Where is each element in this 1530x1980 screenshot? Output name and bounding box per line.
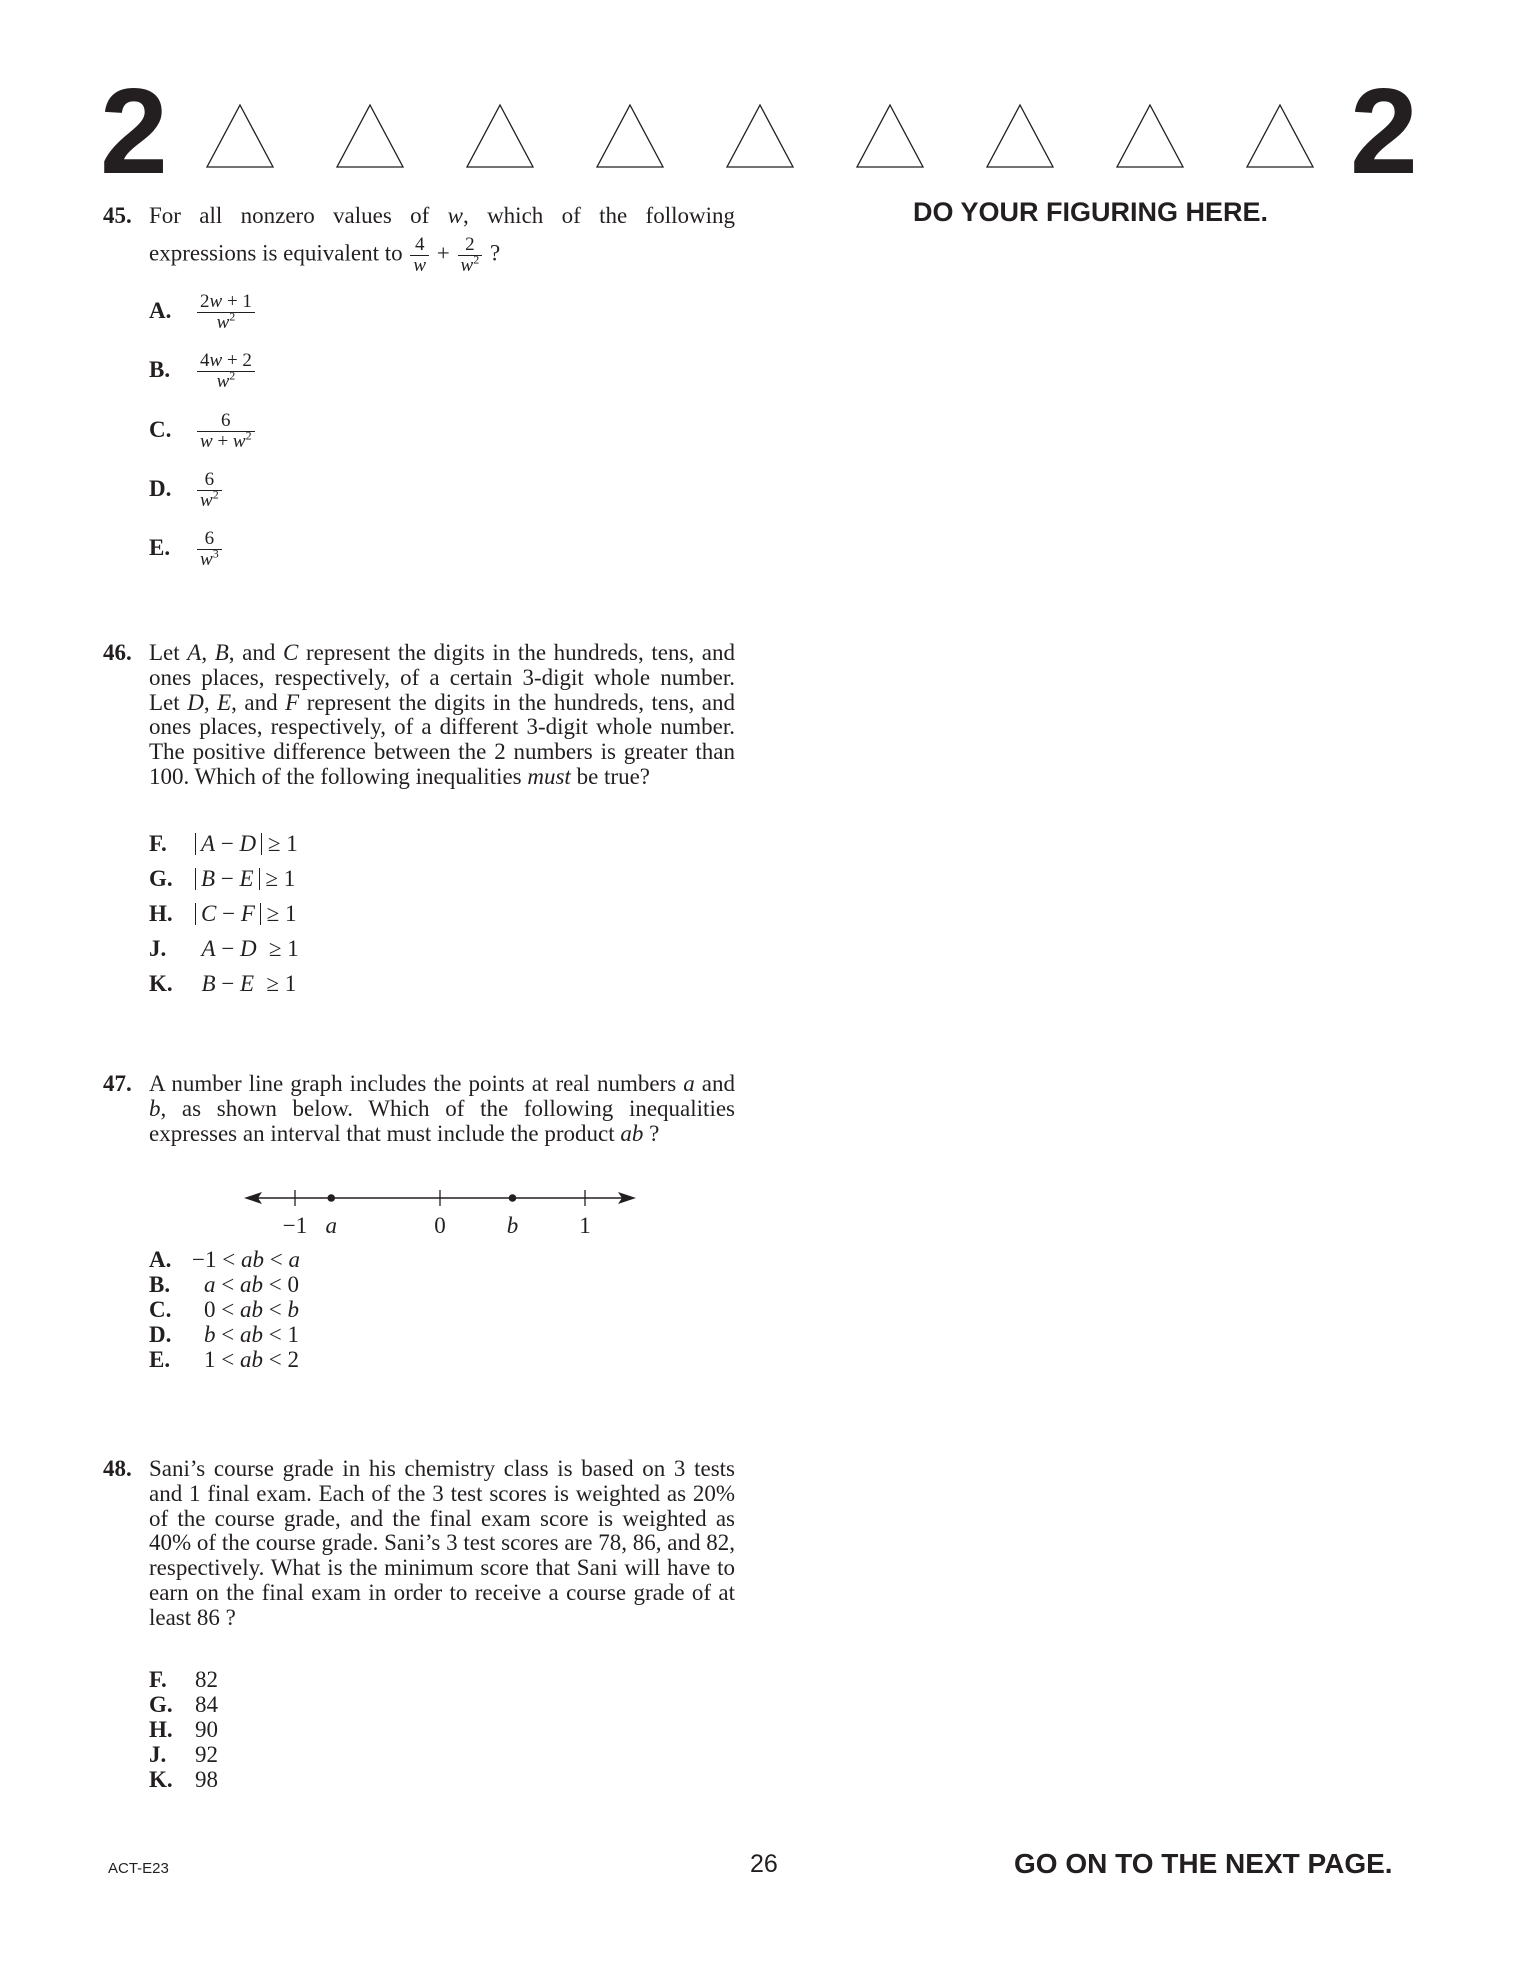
question-48 [103, 1457, 735, 1631]
choice-label: G. [149, 866, 173, 891]
choice-expression: A − D [195, 833, 262, 855]
answer-choice[interactable] [149, 1247, 300, 1272]
triangle-icon [465, 103, 535, 169]
question-number: 46. [103, 640, 132, 665]
choice-text: 82 [195, 1667, 218, 1692]
triangle-icon [985, 103, 1055, 169]
tick-label: 0 [434, 1213, 446, 1238]
choice-label: H. [149, 1717, 173, 1742]
choice-relation: ≥ 1 [260, 971, 297, 996]
choice-expression: A − D [201, 936, 257, 961]
triangle-icon [335, 103, 405, 169]
choice-label: K. [149, 971, 173, 996]
answer-choice[interactable] [149, 866, 295, 892]
question-46 [103, 641, 735, 790]
section-number-right: 2 [1350, 63, 1418, 199]
answer-choice[interactable] [149, 1667, 218, 1692]
choice-label: G. [149, 1692, 173, 1717]
choice-label: K. [149, 1767, 173, 1792]
question-text: Let A, B, and C represent the digits in the hundreds, tens, and ones places, respectively, of a certain 3-digit whole number. Let D, E, and F represent the digits in the hundreds, tens, and ones places, respectively, of a different 3-digit whole number. The positive difference between the 2 numbers is greater than 100. Which of the following inequalities must be true? [149, 640, 736, 789]
choice-text: −1 < ab < a [192, 1247, 300, 1272]
answer-choice[interactable] [149, 1297, 299, 1322]
answer-choice[interactable] [149, 831, 298, 857]
tick-label: −1 [282, 1213, 308, 1238]
answer-choice[interactable] [149, 470, 224, 511]
choice-relation: ≥ 1 [260, 901, 297, 926]
choice-label: A. [149, 1247, 172, 1272]
choice-label: F. [149, 831, 167, 856]
choice-text: 0 < ab < b [204, 1297, 299, 1322]
choice-label: C. [149, 1297, 172, 1322]
answer-choice[interactable] [149, 1322, 299, 1347]
choice-relation: ≥ 1 [262, 831, 298, 856]
answer-choice[interactable] [149, 901, 297, 927]
choice-fraction: $\frac{2w + 1}{w^2}$ [197, 292, 255, 333]
answer-choice[interactable] [149, 1347, 299, 1372]
footer-code: ACT-E23 [108, 1860, 169, 1877]
triangle-icon [1245, 103, 1315, 169]
choice-label: F. [149, 1667, 167, 1692]
question-45 [103, 204, 735, 276]
question-47 [103, 1072, 735, 1146]
choice-fraction: $\frac{6}{w^3}$ [197, 529, 222, 570]
choice-label: D. [149, 475, 172, 501]
choice-label: B. [149, 356, 171, 382]
choice-text: 90 [195, 1717, 218, 1742]
answer-choice[interactable] [149, 936, 299, 962]
answer-choice[interactable] [149, 351, 257, 392]
question-number: 45. [103, 203, 132, 228]
choice-label: B. [149, 1272, 171, 1297]
expression-fraction: $\frac{4}{w}$ [410, 235, 429, 276]
choice-text: a < ab < 0 [204, 1272, 299, 1297]
triangle-icon [725, 103, 795, 169]
answer-choice[interactable] [149, 411, 257, 452]
triangle-icon [855, 103, 925, 169]
answer-choice[interactable] [149, 971, 296, 997]
choice-label: J. [149, 1742, 167, 1767]
question-text-line2: expressions is equivalent to $\frac{4}{w}$ + $\frac{2}{w^2}$ ? [149, 233, 501, 276]
question-text: For all nonzero values of w, which of the following [149, 203, 736, 228]
expression-fraction: $\frac{2}{w^2}$ [458, 235, 483, 276]
choice-fraction: $\frac{6}{w^2}$ [197, 470, 222, 511]
tick-label: b [506, 1213, 519, 1238]
choice-label: H. [149, 901, 173, 926]
choice-expression: B − E [201, 971, 255, 996]
choice-fraction: $\frac{6}{w + w^2}$ [197, 411, 255, 452]
page-number: 26 [750, 1850, 778, 1878]
question-number: 48. [103, 1456, 132, 1481]
next-page-label: GO ON TO THE NEXT PAGE. [1014, 1848, 1393, 1879]
section-number-left: 2 [100, 63, 168, 199]
choice-relation: ≥ 1 [259, 866, 296, 891]
choice-expression: B − E [195, 868, 260, 890]
triangle-icon [205, 103, 275, 169]
choice-text: 98 [195, 1767, 218, 1792]
choice-text: b < ab < 1 [204, 1322, 299, 1347]
choice-label: J. [149, 936, 167, 961]
answer-choice[interactable] [149, 529, 224, 570]
number-line-point [509, 1194, 517, 1202]
triangle-icon [595, 103, 665, 169]
choice-expression: C − F [195, 903, 261, 925]
answer-choice[interactable] [149, 1692, 218, 1717]
choice-text: 84 [195, 1692, 218, 1717]
choice-label: D. [149, 1322, 172, 1347]
choice-relation: ≥ 1 [263, 936, 299, 961]
figuring-label: DO YOUR FIGURING HERE. [913, 197, 1269, 227]
choice-label: C. [149, 416, 172, 442]
choice-label: A. [149, 297, 172, 323]
question-text: A number line graph includes the points at real numbers a and b, as shown below. Which of the following inequalities expresses an interval that must include the product ab ? [149, 1071, 735, 1146]
choice-label: E. [149, 534, 171, 560]
tick-label: 1 [579, 1213, 591, 1238]
answer-choice[interactable] [149, 1767, 218, 1792]
answer-choice[interactable] [149, 292, 257, 333]
choice-label: E. [149, 1347, 171, 1372]
choice-text: 1 < ab < 2 [204, 1347, 299, 1372]
answer-choice[interactable] [149, 1272, 299, 1297]
choice-text: 92 [195, 1742, 218, 1767]
triangle-icon [1115, 103, 1185, 169]
answer-choice[interactable] [149, 1742, 218, 1767]
tick-label: a [325, 1213, 337, 1238]
number-line-point [327, 1194, 335, 1202]
number-line-graph [240, 1180, 640, 1250]
answer-choice[interactable] [149, 1717, 218, 1742]
question-text: Sani’s course grade in his chemistry class is based on 3 tests and 1 final exam. Each of the 3 test scores is weighted as 20% of the course grade, and the final exam score is weighted as 40% of the course grade. Sani’s 3 test scores are 78, 86, and 82, respectively. What is the minimum score that Sani will have to earn on the final exam in order to receive a course grade of at least 86 ? [149, 1456, 735, 1630]
question-number: 47. [103, 1071, 132, 1096]
choice-fraction: $\frac{4w + 2}{w^2}$ [197, 351, 255, 392]
